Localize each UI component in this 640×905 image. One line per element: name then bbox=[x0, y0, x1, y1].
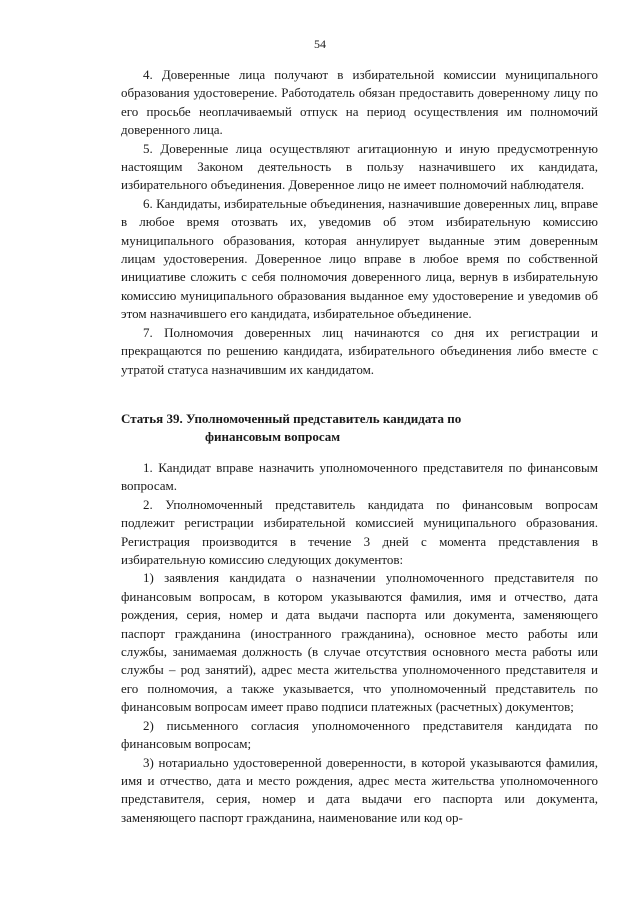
paragraph: 1) заявления кандидата о назначении уполномоченного представителя по финансовым вопросам, в котором указываются фамилия, имя и отчество, дата рождения, серия, номер и дата выдачи паспорта или документа, заменяющего паспорт гражданина (иностранного гражданина), основное место работы или службы, занимаемая должность (в случае отсутствия основного места работы или службы – род занятий), адрес места жительства уполномоченного представителя и его полномочия, а также указывается, что уполномоченный представитель по финансовым вопросам имеет право подписи платежных (расчетных) документов; bbox=[121, 570, 598, 715]
article-title-line1: Статья 39. Уполномоченный представитель кандидата по bbox=[121, 411, 462, 426]
paragraph: 1. Кандидат вправе назначить уполномоченного представителя по финансовым вопросам. bbox=[121, 460, 598, 494]
paragraph: 6. Кандидаты, избирательные объединения, назначившие доверенных лиц, вправе в любое время отозвать их, уведомив об этом избирательную комиссию муниципального образования, которая аннулирует выданные этим доверенным лицам удостоверения. Доверенное лицо вправе в любое время по собственной инициативе сложить с себя полномочия доверенного лица, вернув в избирательную комиссию муниципального образования выданное ему удостоверение и уведомив об этом назначившего его кандидата, избирательное объединение. bbox=[121, 195, 598, 322]
paragraph: 7. Полномочия доверенных лиц начинаются со дня их регистрации и прекращаются по решению кандидата, избирательного объединения либо вместе с утратой статуса назначившим их кандидатом. bbox=[121, 324, 598, 377]
page-number: 54 bbox=[314, 37, 326, 51]
paragraph: 2. Уполномоченный представитель кандидата по финансовым вопросам подлежит регистрации избирательной комиссией муниципального образования. Регистрация производится в течение 3 дней с момента представления в избирательную комиссию следующих документов: bbox=[121, 496, 598, 568]
paragraph: 4. Доверенные лица получают в избирательной комиссии муниципального образования удостоверение. Работодатель обязан предоставить доверенному лицу по его просьбе неоплачиваемый отпуск на период осуществления им полномочий доверенного лица. bbox=[121, 67, 598, 138]
section-paragraphs bbox=[121, 66, 598, 379]
article-paragraphs bbox=[121, 459, 598, 827]
paragraph: 2) письменного согласия уполномоченного представителя кандидата по финансовым вопросам; bbox=[121, 717, 598, 752]
paragraph: 5. Доверенные лица осуществляют агитационную и иную предусмотренную настоящим Законом деятельность в пользу назначившего их кандидата, избирательного объединения. Доверенное лицо не имеет полномочий наблюдателя. bbox=[121, 140, 598, 193]
paragraph: 3) нотариально удостоверенной доверенности, в которой указываются фамилия, имя и отчество, дата и место рождения, адрес места жительства уполномоченного представителя, серия, номер и дата выдачи его паспорта или документа, заменяющего паспорт гражданина, наименование или код ор- bbox=[121, 754, 598, 825]
article-heading bbox=[121, 410, 598, 445]
article-title-line2: финансовым вопросам bbox=[205, 428, 341, 444]
